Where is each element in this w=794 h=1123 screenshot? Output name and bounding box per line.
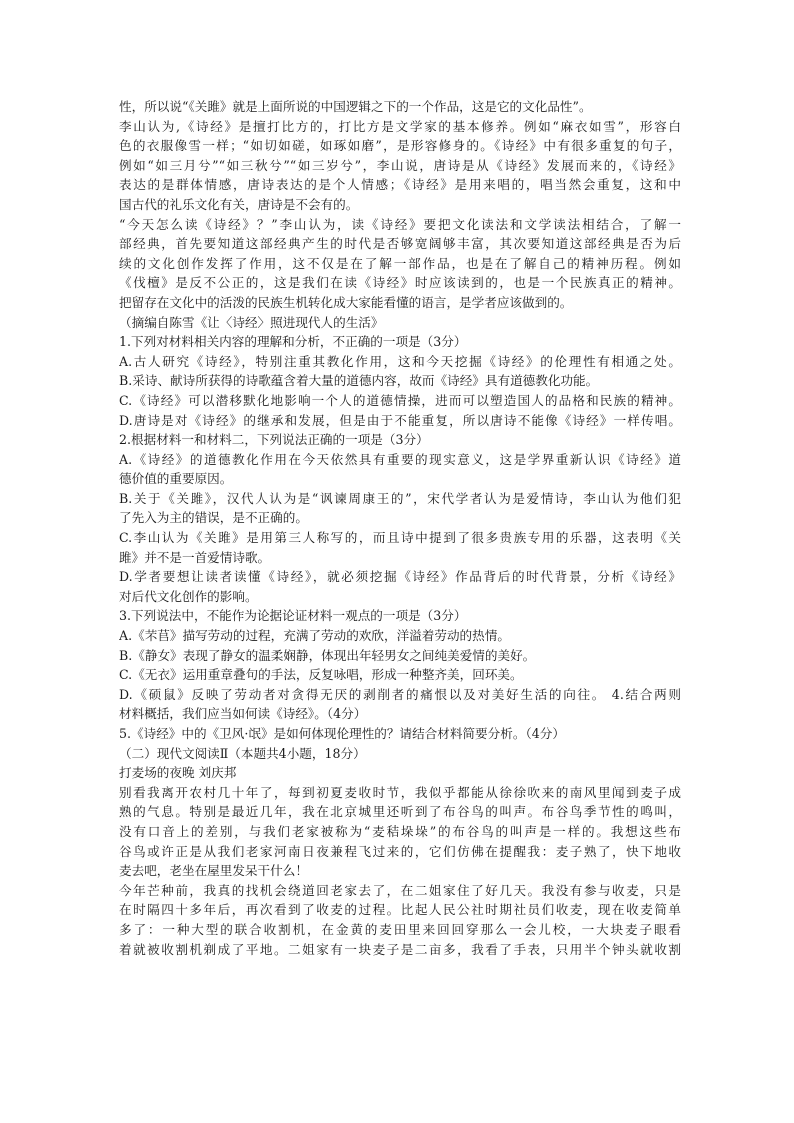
text-line: 对后代文化创作的影响。 [119,588,258,604]
text-line: 今年芒种前，我真的找机会绕道回老家去了，在二姐家住了好几天。我没有参与收麦，只是 [119,882,681,898]
text-line: C.《无衣》运用重章叠句的手法，反复咏唱，形成一种整齐美，回环美。 [119,667,523,683]
text-line: 《伐檀》是反不公正的，这是我们在读《诗经》时应该读到的，也是一个民族真正的精神。 [119,275,681,291]
text-line: 表达的是群体情感，唐诗表达的是个人情感；《诗经》是用来唱的，唱当然会重复，这和中 [119,177,681,193]
text-line: 1.下列对材料相关内容的理解和分析，不正确的一项是（3分） [119,334,467,350]
text-line: D.唐诗是对《诗经》的继承和发展，但是由于不能重复，所以唐诗不能像《诗经》一样传唱。 [119,412,681,428]
text-line: 德价值的重要原因。 [119,471,233,487]
text-line: 5.《诗经》中的《卫风·氓》是如何体现伦理性的？请结合材料简要分析。（4分） [119,726,565,741]
text-line: 把留存在文化中的活泼的民族生机转化成大家能看懂的语言，是学者应该做到的。 [119,294,573,310]
text-line: 着就被收割机剃成了平地。二姐家有一块麦子是二亩多，我看了手表，只用半个钟头就收割 [119,941,681,957]
text-line: （二）现代文阅读Ⅱ（本题共4小题，18分） [119,745,366,761]
text-line: 打麦场的夜晚 刘庆邦 [119,765,237,781]
text-line: C.李山认为《关雎》是用第三人称写的，而且诗中提到了很多贵族专用的乐器，这表明《关 [119,530,681,546]
text-line: 熟的气息。特别是最近几年，我在北京城里还听到了布谷鸟的叫声。布谷鸟季节性的鸣叫， [119,804,681,820]
text-line: “今天怎么读《诗经》？”李山认为，读《诗经》要把文化读法和文学读法相结合，了解一 [119,216,681,232]
text-line: 部经典，首先要知道这部经典产生的时代是否够宽阔够丰富，其次要知道这部经典是否为后 [119,236,681,252]
text-line: A.《诗经》的道德教化作用在今天依然具有重要的现实意义，这是学界重新认识《诗经》道 [119,451,681,467]
text-line: B.关于《关雎》，汉代人认为是“讽谏周康王的”，宋代学者认为是爱情诗，李山认为他们犯 [119,490,681,506]
text-line: 3.下列说法中，不能作为论据论证材料一观点的一项是（3分） [119,608,467,624]
text-line: D.《硕鼠》反映了劳动者对贪得无厌的剥削者的痛恨以及对美好生活的向往。 4.结合两则 [119,686,681,702]
text-line: 麦去吧，老坐在屋里发呆干什么！ [119,863,308,879]
text-line: 在时隔四十多年后，再次看到了收麦的过程。比起人民公社时期社员们收麦，现在收麦简单 [119,902,681,918]
text-line: D.学者要想让读者读懂《诗经》，就必须挖掘《诗经》作品背后的时代背景，分析《诗经》 [119,569,681,585]
text-line: 多了：一种大型的联合收割机，在金黄的麦田里来回回穿那么一会儿校，一大块麦子眼看 [119,921,681,937]
text-line: A.《芣苢》描写劳动的过程，充满了劳动的欢欣，洋溢着劳动的热情。 [119,628,510,644]
text-line: 国古代的礼乐文化有关，唐诗是不会有的。 [119,196,359,212]
text-line: C.《诗经》可以潜移默化地影响一个人的道德情操，进而可以塑造国人的品格和民族的精神。 [119,392,681,408]
text-line: A.古人研究《诗经》，特别注重其教化作用，这和今天挖掘《诗经》的伦理性有相通之处。 [119,353,681,369]
text-line: 李山认为,《诗经》是擅打比方的，打比方是文学家的基本修养。例如“麻衣如雪”，形容白 [119,118,681,134]
text-line: 性，所以说“《关雎》就是上面所说的中国逻辑之下的一个作品，这是它的文化品性”。 [119,99,592,114]
text-line: 材料概括，我们应当如何读《诗经》。（4分） [119,706,367,722]
text-line: （摘编自陈雪《让〈诗经〉照进现代人的生活》 [119,314,384,330]
text-line: 色的衣服像雪一样；“如切如磋，如琢如磨”，是形容修身的。《诗经》中有很多重复的句子， [119,138,681,154]
text-line: 别看我离开农村几十年了，每到初夏麦收时节，我似乎都能从徐徐吹来的南风里闻到麦子成 [119,784,681,800]
text-line: 谷鸟或许正是从我们老家河南日夜兼程飞过来的，它们仿佛在提醒我：麦子熟了，快下地收 [119,843,681,859]
text-line: 续的文化创作发挥了作用，这不仅是在了解一部作品，也是在了解自己的精神历程。例如 [119,255,681,271]
text-line: 2.根据材料一和材料二，下列说法正确的一项是（3分） [119,432,429,448]
text-line: B.《静女》表现了静女的温柔娴静，体现出年轻男女之间纯美爱情的美好。 [119,647,536,663]
document-page [119,97,681,959]
text-line: 没有口音上的差别，与我们老家被称为“麦秸垛垛”的布谷鸟的叫声是一样的。我想这些布 [119,823,681,839]
text-line: B.采诗、献诗所获得的诗歌蕴含着大量的道德内容，故而《诗经》具有道德教化功能。 [119,373,599,389]
text-line: 了先入为主的错误，是不正确的。 [119,510,308,526]
text-line: 雎》并不是一首爱情诗歌。 [119,549,271,565]
text-line: 例如“如三月兮”“如三秋兮”“如三岁兮”，李山说，唐诗是从《诗经》发展而来的，《诗经》 [119,157,681,173]
